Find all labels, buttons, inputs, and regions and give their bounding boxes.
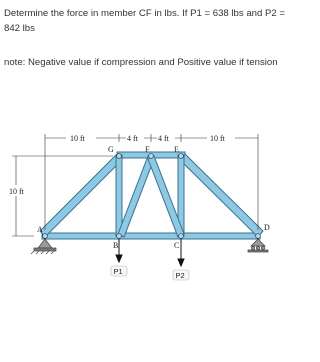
member-ed [180, 154, 263, 237]
joint-label-e: E [174, 145, 179, 154]
pin-support-a [31, 239, 56, 254]
joint-label-d: D [264, 223, 270, 232]
pin-b [117, 234, 122, 239]
pin-d [256, 234, 261, 239]
member-gb [116, 155, 122, 236]
dim-right-span: 10 ft [210, 134, 225, 143]
member-bottom-chord [42, 233, 260, 239]
pin-a [43, 234, 48, 239]
joint-label-a: A [37, 225, 43, 234]
member-bf [118, 156, 154, 237]
load-label-p1: P1 [113, 267, 123, 276]
load-label-p2: P2 [175, 271, 185, 280]
joint-label-f: F [145, 145, 150, 154]
joint-label-c: C [174, 241, 180, 250]
member-ag [40, 154, 122, 237]
pin-e [179, 154, 184, 159]
question-text: Determine the force in member CF in lbs. If P1 = 638 lbs and P2 = 842 lbs [4, 8, 286, 34]
dim-mid-span-2: 4 ft [158, 134, 169, 143]
dim-mid-span-1: 4 ft [127, 134, 138, 143]
joint-label-b: B [113, 241, 119, 250]
roller-support-d [248, 239, 268, 252]
horizontal-dimension [45, 134, 258, 230]
pin-f [149, 154, 154, 159]
truss-members [40, 152, 263, 239]
note-text: note: Negative value if compression and Positive value if tension [4, 57, 278, 68]
pin-c [179, 234, 184, 239]
joint-label-g: G [108, 145, 114, 154]
dim-left-span: 10 ft [70, 134, 85, 143]
dim-height: 10 ft [9, 187, 24, 196]
pin-g [117, 154, 122, 159]
